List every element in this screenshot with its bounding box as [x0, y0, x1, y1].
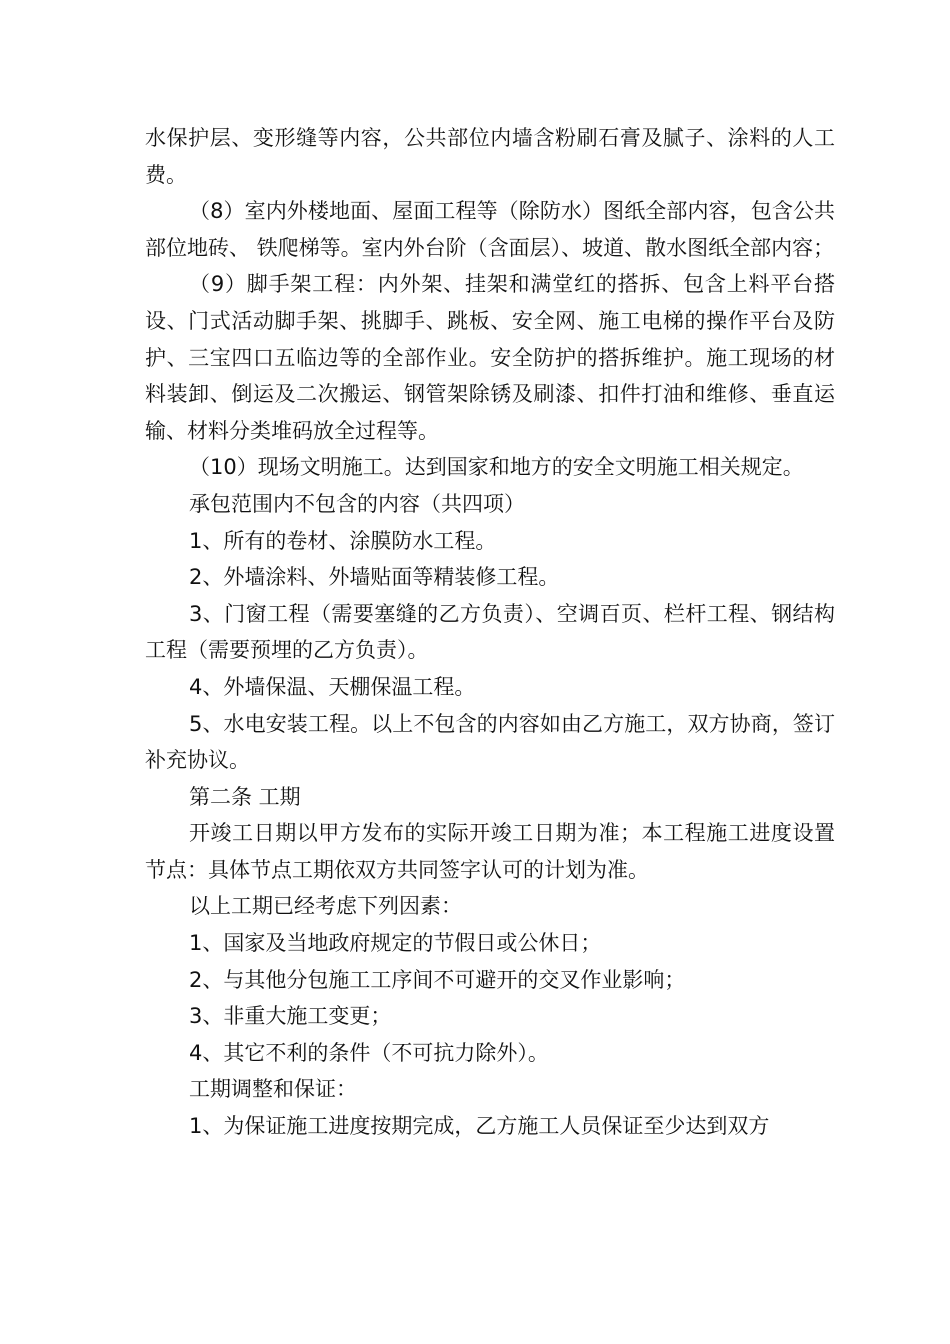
paragraph-exclusion-3: 3、门窗工程（需要塞缝的乙方负责）、空调百页、栏杆工程、钢结构工程（需要预埋的乙方负责）。	[145, 601, 835, 663]
paragraph-exclusion-1: 1、所有的卷材、涂膜防水工程。	[189, 528, 497, 553]
paragraph-factor-3: 3、非重大施工变更；	[189, 1004, 392, 1029]
paragraph-factors-heading: 以上工期已经考虑下列因素：	[189, 894, 462, 919]
paragraph-factor-4: 4、其它不利的条件（不可抗力除外）。	[189, 1040, 549, 1065]
paragraph-item-8: （8）室内外楼地面、屋面工程等（除防水）图纸全部内容，包含公共部位地砖、 铁爬梯等。室内外台阶（含面层）、坡道、散水图纸全部内容；	[145, 199, 835, 260]
paragraph-exclusions-heading: 承包范围内不包含的内容（共四项）	[189, 491, 525, 516]
paragraph-factor-1: 1、国家及当地政府规定的节假日或公休日；	[189, 931, 602, 956]
paragraph-continuation: 水保护层、变形缝等内容，公共部位内墙含粉刷石膏及腻子、涂料的人工费。	[145, 126, 835, 187]
paragraph-exclusion-2: 2、外墙涂料、外墙贴面等精装修工程。	[189, 565, 560, 590]
paragraph-exclusion-4: 4、外墙保温、天棚保温工程。	[189, 674, 476, 699]
section-heading-schedule: 第二条 工期	[189, 784, 301, 809]
paragraph-adjustment-1: 1、为保证施工进度按期完成，乙方施工人员保证至少达到双方	[189, 1114, 770, 1139]
paragraph-item-9: （9）脚手架工程：内外架、挂架和满堂红的搭拆、包含上料平台搭设、门式活动脚手架、挑脚手、跳板、安全网、施工电梯的操作平台及防护、三宝四口五临边等的全部作业。安全防护的搭拆维护。施工现场的材料装卸、倒运及二次搬运、钢管架除锈及刷漆、扣件打油和维修、垂直运输、材料分类堆码放全过程等。	[145, 272, 835, 443]
paragraph-factor-2: 2、与其他分包施工工序间不可避开的交叉作业影响；	[189, 967, 686, 992]
paragraph-adjustment-heading: 工期调整和保证：	[189, 1077, 357, 1102]
paragraph-exclusion-5: 5、水电安装工程。以上不包含的内容如由乙方施工，双方协商，签订补充协议。	[145, 711, 835, 773]
paragraph-item-10: （10）现场文明施工。达到国家和地方的安全文明施工相关规定。	[189, 455, 804, 480]
paragraph-schedule-dates: 开竣工日期以甲方发布的实际开竣工日期为准；本工程施工进度设置节点：具体节点工期依双方共同签字认可的计划为准。	[145, 821, 835, 882]
document-page	[145, 120, 835, 1145]
